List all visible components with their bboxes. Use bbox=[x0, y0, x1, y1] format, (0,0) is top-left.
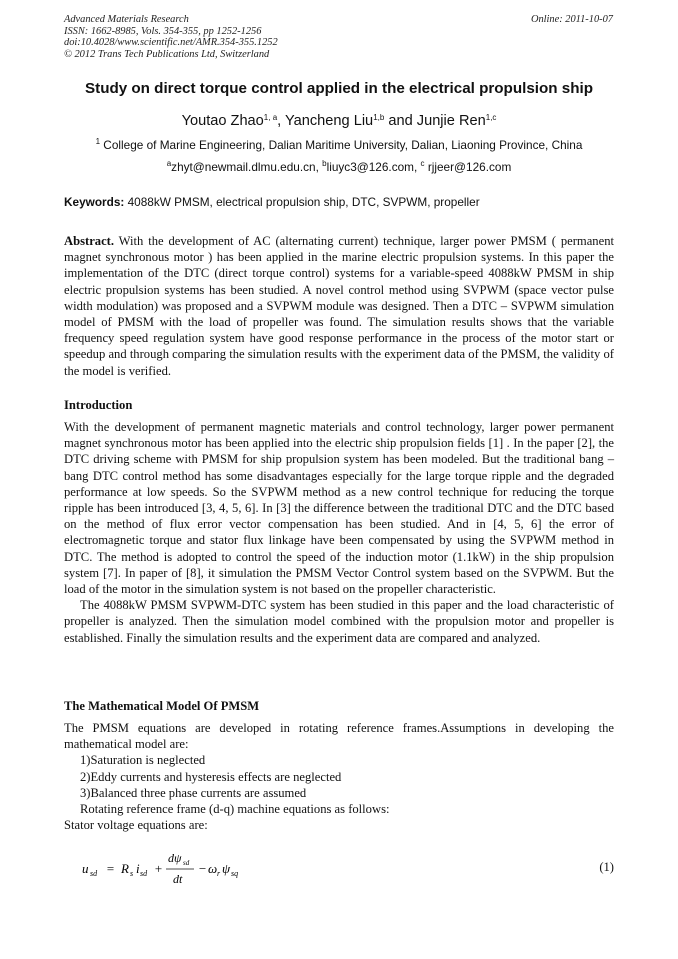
email-sup: b bbox=[322, 159, 327, 168]
eq-omega: ω bbox=[208, 861, 218, 876]
author-sup: 1,b bbox=[373, 113, 385, 122]
journal-name: Advanced Materials Research bbox=[64, 14, 189, 25]
paragraph: Stator voltage equations are: bbox=[64, 818, 208, 833]
author-separator: and bbox=[384, 113, 417, 129]
eq-minus: − bbox=[198, 861, 207, 876]
list-item: 3)Balanced three phase currents are assumed bbox=[80, 785, 307, 800]
eq-equals: = bbox=[106, 861, 115, 876]
abstract-text: With the development of AC (alternating current) technique, larger power PMSM ( permanent magnet synchronous motor ) has been applied in the marine electric propulsion systems. In this paper the implementation of the DTC (direct torque control) systems for a variable-speed 4088kW PMSM in ship electric propulsion systems has been studied. A novel control method using SVPWM (space vector pulse width modulation) was proposed and a SVPWM module was designed. Then a DTC – SVPWM simulation model of PMSM with the load of propeller was found. The simulation results shows that the variable frequency speed regulation system have good response performance in the process of the motor start or speedup and through comparing the simulation results with the experiment data of the PMSM, the validity of the model is verified. bbox=[64, 234, 614, 378]
abstract-label: Abstract. bbox=[64, 234, 115, 248]
keywords-text: 4088kW PMSM, electrical propulsion ship, DTC, SVPWM, propeller bbox=[124, 195, 480, 209]
author-sup: 1,c bbox=[485, 113, 497, 122]
paragraph: The 4088kW PMSM SVPWM-DTC system has been studied in this paper and the load characteristic of propeller is analyzed. Then the simulation model combined with the propulsion motor and propeller is established. Finally the simulation results and the experiment data are compared and analyzed. bbox=[64, 598, 614, 645]
affiliation-sup: 1 bbox=[95, 137, 101, 146]
eq-psi-sub: sq bbox=[231, 869, 239, 878]
email-link[interactable]: rjjeer@126.com bbox=[424, 160, 512, 174]
eq-lhs-sub: sd bbox=[90, 869, 98, 878]
eq-resistance: R bbox=[121, 861, 129, 876]
doi-line: doi:10.4028/www.scientific.net/AMR.354-355.1252 bbox=[64, 37, 278, 49]
paragraph: Rotating reference frame (d-q) machine equations as follows: bbox=[80, 802, 390, 817]
list-item: 2)Eddy currents and hysteresis effects are neglected bbox=[80, 769, 342, 784]
affiliation-text: College of Marine Engineering, Dalian Maritime University, Dalian, Liaoning Province, China bbox=[100, 138, 583, 152]
author-sup: 1, a bbox=[263, 113, 278, 122]
eq-lhs: u bbox=[82, 861, 89, 876]
author-list bbox=[0, 113, 678, 129]
eq-psi: ψ bbox=[222, 861, 231, 876]
copyright-line: © 2012 Trans Tech Publications Ltd, Switzerland bbox=[64, 48, 270, 60]
affiliation bbox=[0, 138, 678, 152]
stator-voltage-equation bbox=[80, 849, 614, 889]
issn-line: ISSN: 1662-8985, Vols. 354-355, pp 1252-1256 bbox=[64, 25, 262, 37]
paper-title: Study on direct torque control applied in the electrical propulsion ship bbox=[85, 80, 593, 97]
introduction-heading: Introduction bbox=[64, 398, 133, 412]
eq-current: i bbox=[136, 861, 140, 876]
paragraph: With the development of permanent magnetic materials and control technology, larger power permanent magnet synchronous motor has been applied into the electric ship propulsion fields [1] . In the paper [2], the DTC driving scheme with PMSM for ship propulsion system has been modeled. But the traditional bang – bang DTC control method has some disadvantages especially for the large torque ripple and the degraded performance at low speeds. So the SVPWM method as a new control technique for reducing the torque ripple has been introduced [3, 4, 5, 6]. In [3] the difference between the traditional DTC and the DTC based on the method of flux error vector compensation has been studied. And in [4, 5, 6] the error of electromagnetic torque and stator flux linkage have been compensated by using the SVPWM method in DTC. The method is adopted to control the speed of the induction motor (1.1kW) in the ship propulsion system [7]. In paper of [8], it simulation the PMSM Vector Control system based on the SVPWM. But the load of the motor in the simulation system is not based on the propeller characteristic. bbox=[64, 420, 614, 597]
author-name: Yancheng Liu bbox=[285, 113, 374, 129]
online-date: Online: 2011-10-07 bbox=[530, 14, 613, 25]
keywords-label: Keywords: bbox=[64, 195, 125, 209]
eq-numerator: dψ bbox=[168, 851, 182, 865]
eq-omega-sub: r bbox=[217, 869, 221, 878]
author-separator: , bbox=[277, 113, 285, 129]
paragraph: The PMSM equations are developed in rotating reference frames.Assumptions in developing the mathematical model are: bbox=[64, 721, 614, 752]
author-emails bbox=[0, 160, 678, 174]
eq-denominator: dt bbox=[173, 872, 183, 886]
list-item: 1)Saturation is neglected bbox=[80, 753, 206, 768]
author-name: Junjie Ren bbox=[416, 113, 486, 129]
author-name: Youtao Zhao bbox=[181, 113, 264, 129]
journal-header bbox=[64, 14, 278, 60]
eq-resistance-sub: s bbox=[130, 869, 134, 878]
eq-plus: + bbox=[154, 861, 163, 876]
keywords bbox=[64, 195, 480, 209]
math-model-body bbox=[64, 720, 614, 833]
eq-numerator-sub: sd bbox=[183, 859, 190, 867]
eq-current-sub: sd bbox=[140, 869, 148, 878]
email-sup: c bbox=[420, 159, 425, 168]
email-link[interactable]: liuyc3@126.com, bbox=[326, 160, 421, 174]
abstract bbox=[64, 233, 614, 379]
email-link[interactable]: zhyt@newmail.dlmu.edu.cn, bbox=[171, 160, 323, 174]
email-sup: a bbox=[166, 159, 172, 168]
math-model-heading: The Mathematical Model Of PMSM bbox=[64, 699, 260, 713]
equation-number: (1) bbox=[599, 860, 614, 874]
introduction-body bbox=[64, 419, 614, 646]
